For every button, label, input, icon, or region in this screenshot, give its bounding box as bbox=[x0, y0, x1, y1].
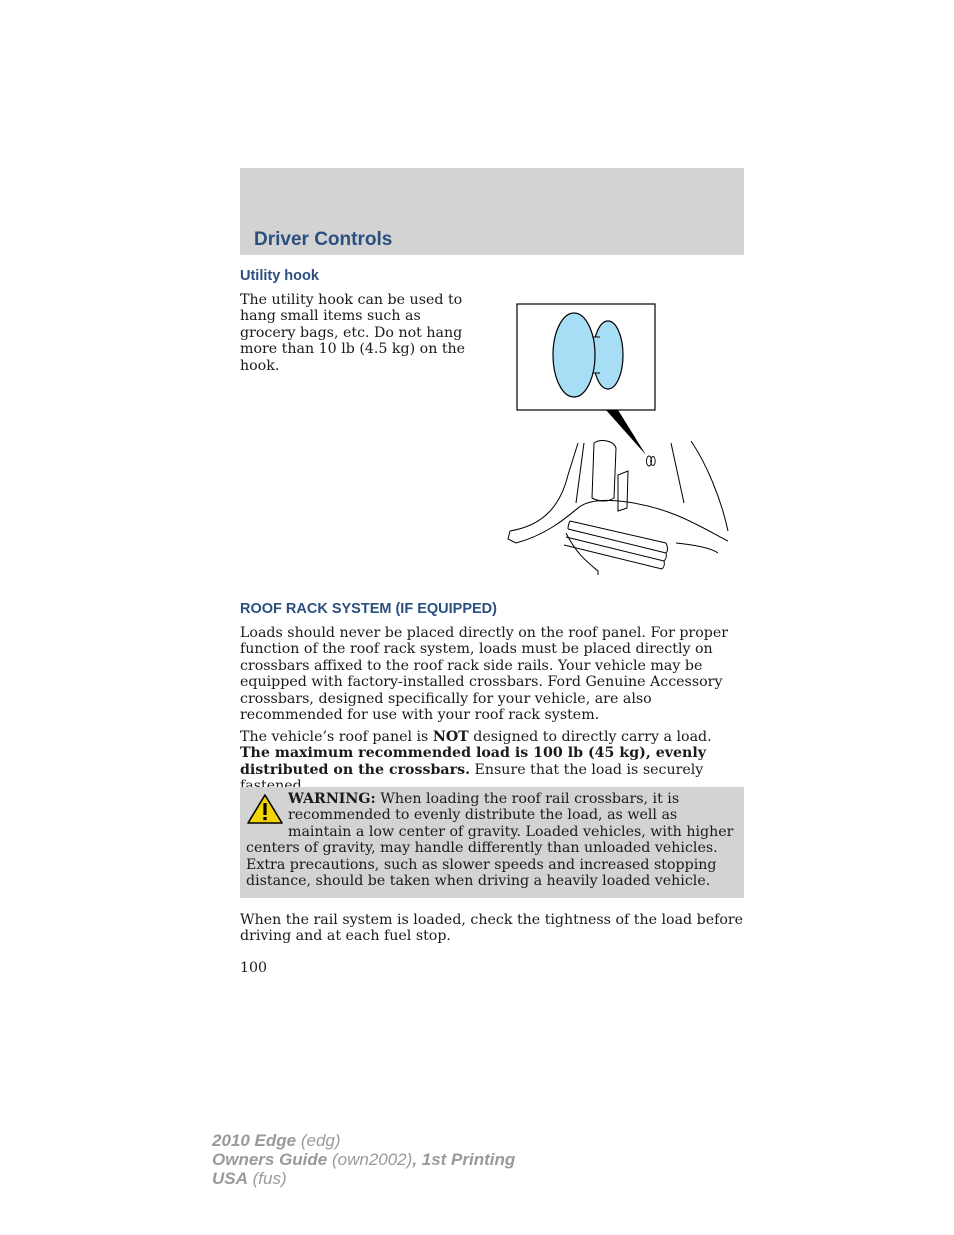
utility-hook-illustration bbox=[506, 303, 736, 578]
warning-label: WARNING: bbox=[288, 791, 376, 807]
section-header-band bbox=[240, 168, 744, 255]
utility-hook-text: The utility hook can be used to hang small items such as grocery bags, etc. Do not hang more than 10 lb (4.5 kg) on the hook. bbox=[240, 292, 466, 374]
warning-body: When loading the roof rail crossbars, it is recommended to evenly distribute the load, as well as maintain a low center of gravity. Loaded vehicles, with higher centers of gravity, may handle differently than unloaded vehicles. Extra precautions, such as slower speeds and increased stopping distance, should be taken when driving a heavily loaded vehicle. bbox=[246, 791, 734, 890]
warning-triangle-icon bbox=[246, 793, 284, 825]
footer bbox=[212, 1131, 515, 1188]
footer-guide-code: (own2002) bbox=[327, 1150, 413, 1169]
closing-para: When the rail system is loaded, check the tightness of the load before driving and at each fuel stop. bbox=[240, 912, 744, 945]
utility-hook-heading: Utility hook bbox=[240, 268, 319, 284]
para2-not: NOT bbox=[432, 729, 469, 745]
footer-model-code: (edg) bbox=[296, 1131, 341, 1150]
footer-guide: Owners Guide bbox=[212, 1150, 328, 1169]
footer-line-1 bbox=[212, 1131, 515, 1150]
footer-market: USA bbox=[212, 1169, 248, 1188]
roof-rack-heading: ROOF RACK SYSTEM (IF EQUIPPED) bbox=[240, 601, 497, 617]
footer-model: 2010 Edge bbox=[212, 1131, 297, 1150]
section-title: Driver Controls bbox=[254, 229, 393, 250]
footer-market-code: (fus) bbox=[247, 1169, 287, 1188]
para2-text-a: The vehicle’s roof panel is bbox=[240, 729, 433, 745]
page-number: 100 bbox=[240, 960, 268, 976]
roof-rack-para-1: Loads should never be placed directly on the roof panel. For proper function of the roof rack system, loads must be placed directly on crossbars affixed to the roof rack side rails. Your vehicle may be equipped with factory-installed crossbars. Ford Genuine Accessory crossbars, designed specifically for your vehicle, are also recommended for use with your roof rack system. bbox=[240, 625, 729, 724]
para2-text-c: Ensure that the load is securely bbox=[474, 761, 704, 778]
footer-printing: , 1st Printing bbox=[412, 1150, 516, 1169]
footer-line-3 bbox=[212, 1169, 515, 1188]
para2-text-b: designed to directly carry a load. bbox=[468, 729, 712, 745]
para2-max-load: The maximum recommended load is 100 lb (45 kg), evenly distributed on the crossbars. bbox=[240, 745, 706, 778]
warning-box bbox=[240, 787, 744, 898]
footer-line-2 bbox=[212, 1150, 515, 1169]
warning-text bbox=[246, 791, 738, 889]
roof-rack-para-2 bbox=[240, 729, 744, 795]
